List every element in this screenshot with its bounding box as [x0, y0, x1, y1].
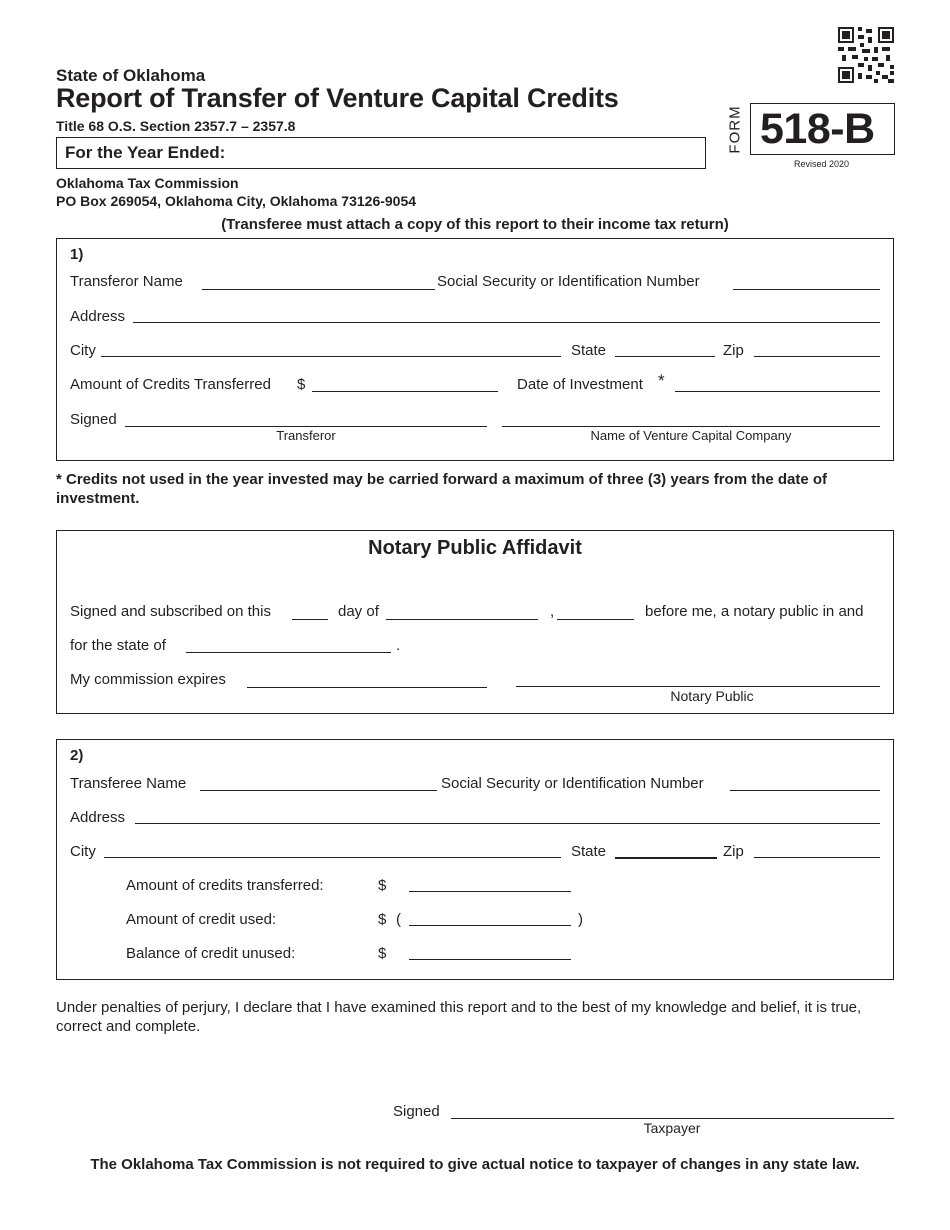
notary-signed-on-label: Signed and subscribed on this — [70, 603, 271, 620]
transferor-signed-label: Signed — [70, 411, 117, 428]
transferor-city-field[interactable] — [101, 356, 561, 357]
credits-transferred-2-field[interactable] — [409, 891, 571, 892]
transferor-city-label: City — [70, 342, 96, 359]
credits-transferred-dollar: $ — [297, 376, 306, 393]
transferor-state-label: State — [571, 342, 607, 359]
credit-used-open-paren: ( — [396, 911, 401, 928]
form-word: FORM — [726, 105, 744, 154]
date-of-investment-field[interactable] — [675, 391, 880, 392]
notary-before-me-label: before me, a notary public in and — [645, 603, 864, 620]
form-word-wrap — [727, 101, 747, 161]
notary-signature-field[interactable] — [516, 686, 880, 687]
notary-state-label: for the state of — [70, 637, 166, 654]
notary-day-field[interactable] — [292, 619, 328, 620]
transferee-name-label: Transferee Name — [70, 775, 187, 792]
date-of-investment-label: Date of Investment — [517, 376, 643, 393]
credit-used-label: Amount of credit used: — [126, 911, 277, 928]
credits-transferred-2-dollar: $ — [378, 877, 387, 894]
transferee-city-label: City — [70, 843, 96, 860]
transferor-signature-field[interactable] — [125, 426, 487, 427]
agency-name: Oklahoma Tax Commission — [56, 175, 239, 191]
credit-used-field[interactable] — [409, 925, 571, 926]
form-number-box — [750, 103, 895, 155]
transferor-address-field[interactable] — [133, 322, 880, 323]
notary-title: Notary Public Affidavit — [368, 537, 582, 559]
section-2-number: 2) — [70, 747, 84, 764]
notary-day-of-label: day of — [338, 603, 379, 620]
balance-unused-dollar: $ — [378, 945, 387, 962]
notary-year-field[interactable] — [557, 619, 634, 620]
transferor-name-label: Transferor Name — [70, 273, 183, 290]
year-ended-label: For the Year Ended: — [65, 143, 226, 162]
taxpayer-caption: Taxpayer — [643, 1120, 701, 1136]
footer-notice: The Oklahoma Tax Commission is not required to give actual notice to taxpayer of changes in any state law. — [90, 1156, 860, 1173]
transferee-zip-field[interactable] — [754, 857, 880, 858]
transferor-zip-label: Zip — [723, 342, 744, 359]
transferor-ssn-label: Social Security or Identification Number — [437, 273, 700, 290]
transferee-address-label: Address — [70, 809, 126, 826]
date-of-investment-asterisk: * — [658, 371, 665, 390]
carryforward-footnote: * Credits not used in the year invested may be carried forward a maximum of three (3) years from the date of investment. — [56, 471, 828, 507]
form-title: Report of Transfer of Venture Capital Credits — [56, 83, 619, 113]
credits-transferred-2-label: Amount of credits transferred: — [126, 877, 324, 894]
revised-date: Revised 2020 — [794, 159, 850, 169]
transferor-caption: Transferor — [276, 428, 336, 443]
agency-address: PO Box 269054, Oklahoma City, Oklahoma 73126-9054 — [56, 193, 417, 209]
balance-unused-label: Balance of credit unused: — [126, 945, 296, 962]
balance-unused-field[interactable] — [409, 959, 571, 960]
transferee-zip-label: Zip — [723, 843, 744, 860]
transferee-name-field[interactable] — [200, 790, 437, 791]
transferor-state-field[interactable] — [615, 356, 715, 357]
transferee-state-field[interactable] — [615, 857, 717, 859]
transferee-address-field[interactable] — [135, 823, 880, 824]
notary-period: . — [396, 637, 401, 654]
transferor-name-field[interactable] — [202, 289, 435, 290]
form-number: 518-B — [760, 105, 875, 153]
notary-state-field[interactable] — [186, 652, 391, 653]
notary-caption: Notary Public — [670, 688, 754, 704]
transferor-ssn-field[interactable] — [733, 289, 880, 290]
credits-transferred-field[interactable] — [312, 391, 498, 392]
notary-commission-label: My commission expires — [70, 671, 226, 688]
state-heading: State of Oklahoma — [56, 66, 206, 85]
credit-used-close-paren: ) — [578, 911, 583, 928]
qr-code-icon — [838, 27, 894, 83]
year-ended-box[interactable] — [56, 137, 706, 169]
venture-company-field[interactable] — [502, 426, 880, 427]
section-1-number: 1) — [70, 246, 84, 263]
transferee-city-field[interactable] — [104, 857, 561, 858]
taxpayer-signed-label: Signed — [393, 1103, 440, 1120]
transferee-ssn-label: Social Security or Identification Number — [441, 775, 704, 792]
perjury-declaration: Under penalties of perjury, I declare that I have examined this report and to the best of my knowledge and belief, it is true, correct and complete. — [56, 999, 862, 1035]
attach-instruction: (Transferee must attach a copy of this report to their income tax return) — [221, 216, 729, 233]
statute-citation: Title 68 O.S. Section 2357.7 – 2357.8 — [56, 118, 296, 134]
credit-used-dollar: $ — [378, 911, 387, 928]
transferee-ssn-field[interactable] — [730, 790, 880, 791]
credits-transferred-label: Amount of Credits Transferred — [70, 376, 271, 393]
transferor-zip-field[interactable] — [754, 356, 880, 357]
taxpayer-signature-field[interactable] — [451, 1118, 894, 1119]
transferor-address-label: Address — [70, 308, 126, 325]
notary-commission-field[interactable] — [247, 687, 487, 688]
venture-company-caption: Name of Venture Capital Company — [590, 428, 792, 443]
notary-comma: , — [550, 603, 555, 620]
transferee-state-label: State — [571, 843, 607, 860]
notary-month-field[interactable] — [386, 619, 538, 620]
